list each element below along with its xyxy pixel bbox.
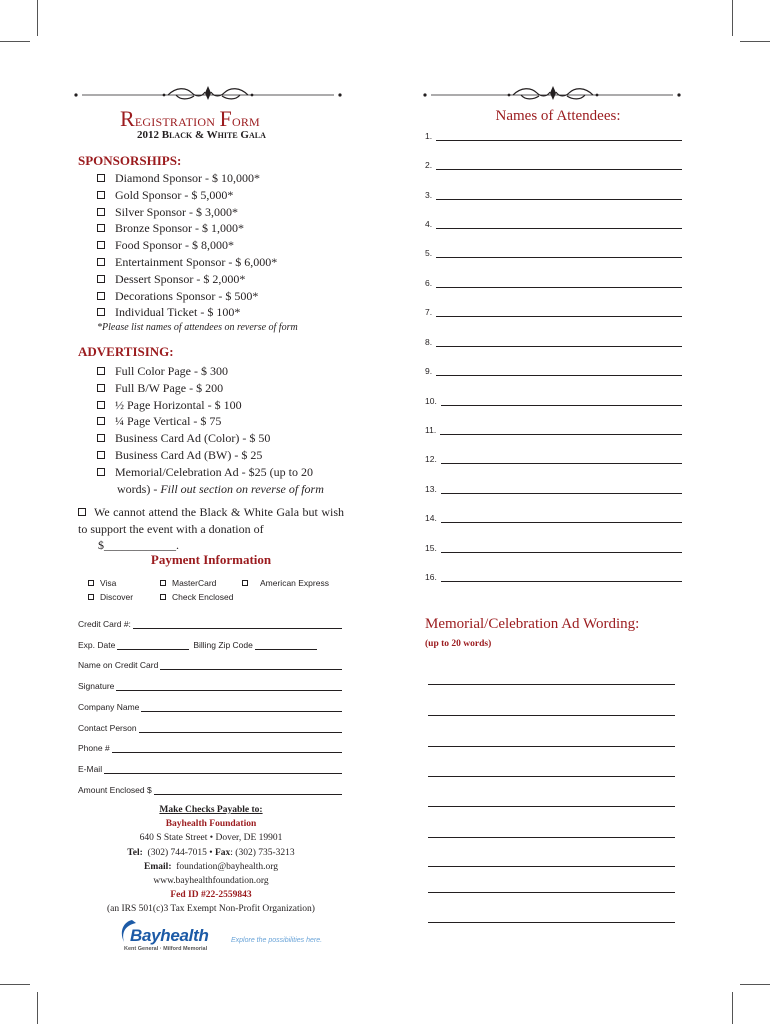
- crop-mark: [732, 0, 733, 36]
- sponsorship-option[interactable]: Diamond Sponsor - $ 10,000*: [97, 170, 277, 187]
- tax-exempt-note: (an IRS 501(c)3 Tax Exempt Non-Profit Organization): [107, 904, 315, 915]
- checkbox-icon[interactable]: [97, 258, 105, 266]
- attendee-line[interactable]: 12.: [425, 454, 682, 464]
- credit-card-input[interactable]: [133, 619, 342, 629]
- attendee-line[interactable]: 2.: [425, 160, 682, 170]
- payment-heading: Payment Information: [150, 552, 272, 567]
- checkbox-icon[interactable]: [97, 417, 105, 425]
- phone-input[interactable]: [112, 743, 342, 753]
- checkbox-icon[interactable]: [97, 191, 105, 199]
- checkbox-icon[interactable]: [160, 594, 166, 600]
- advertising-option[interactable]: Memorial/Celebration Ad - $25 (up to 20: [97, 464, 324, 481]
- memorial-wording-line[interactable]: [428, 746, 675, 747]
- sponsorship-option[interactable]: Gold Sponsor - $ 5,000*: [97, 187, 277, 204]
- advertising-option[interactable]: Full B/W Page - $ 200: [97, 380, 324, 397]
- sponsorship-option[interactable]: Silver Sponsor - $ 3,000*: [97, 204, 277, 221]
- attendee-input[interactable]: [436, 220, 682, 229]
- payment-option-discover[interactable]: Discover: [88, 592, 133, 602]
- attendee-input[interactable]: [441, 397, 682, 406]
- attendee-input[interactable]: [440, 426, 682, 435]
- attendee-line[interactable]: 3.: [425, 190, 682, 200]
- payable-heading: Make Checks Payable to:: [159, 805, 263, 815]
- attendee-input[interactable]: [441, 514, 682, 523]
- crop-mark: [740, 984, 770, 985]
- signature-field[interactable]: Signature: [78, 681, 342, 691]
- crop-mark: [732, 992, 733, 1024]
- attendee-input[interactable]: [441, 573, 682, 582]
- attendee-input[interactable]: [436, 191, 682, 200]
- sponsorship-option[interactable]: Dessert Sponsor - $ 2,000*: [97, 271, 277, 288]
- contact-person-field[interactable]: Contact Person: [78, 723, 342, 733]
- checkbox-icon[interactable]: [97, 434, 105, 442]
- payment-option-amex[interactable]: American Express: [242, 578, 329, 588]
- website-line: www.bayhealthfoundation.org: [153, 876, 269, 887]
- bayhealth-logo-subtitle: Kent General · Milford Memorial: [124, 946, 208, 952]
- checkbox-icon[interactable]: [97, 174, 105, 182]
- attendee-input[interactable]: [441, 544, 682, 553]
- sponsorship-option[interactable]: Individual Ticket - $ 100*: [97, 304, 277, 321]
- checkbox-icon[interactable]: [97, 384, 105, 392]
- name-on-card-field[interactable]: Name on Credit Card: [78, 660, 342, 670]
- attendee-input[interactable]: [436, 279, 682, 288]
- advertising-option-continued: words) - Fill out section on reverse of form: [117, 481, 324, 496]
- billing-zip-input[interactable]: [255, 640, 317, 650]
- exp-date-input[interactable]: [117, 640, 189, 650]
- checkbox-icon[interactable]: [88, 594, 94, 600]
- payment-option-mastercard[interactable]: MasterCard: [160, 578, 216, 588]
- attendee-line[interactable]: 15.: [425, 543, 682, 553]
- bayhealth-logo: Bayhealth: [130, 926, 209, 945]
- form-title: Registration Form: [120, 106, 260, 131]
- attendee-input[interactable]: [441, 485, 682, 494]
- org-name: Bayhealth Foundation: [165, 819, 257, 830]
- tel-fax-line: Tel: (302) 744-7015 • Fax: (302) 735-3213: [127, 847, 295, 858]
- attendee-input[interactable]: [436, 308, 682, 317]
- attendee-line[interactable]: 5.: [425, 248, 682, 258]
- advertising-option[interactable]: Business Card Ad (BW) - $ 25: [97, 447, 324, 464]
- sponsorships-list: [97, 170, 277, 321]
- advertising-option[interactable]: Business Card Ad (Color) - $ 50: [97, 430, 324, 447]
- crop-mark: [0, 41, 30, 42]
- checkbox-icon[interactable]: [97, 468, 105, 476]
- right-ornament-divider: [421, 84, 683, 104]
- attendee-line[interactable]: 8.: [425, 337, 682, 347]
- sponsorship-option[interactable]: Food Sponsor - $ 8,000*: [97, 237, 277, 254]
- checkbox-icon[interactable]: [97, 451, 105, 459]
- amount-enclosed-input[interactable]: [154, 785, 342, 795]
- attendee-input[interactable]: [441, 455, 682, 464]
- memorial-wording-line[interactable]: [428, 837, 675, 838]
- donation-option[interactable]: We cannot attend the Black & White Gala but wish to support the event with a donation of $____________.: [78, 505, 344, 552]
- logo-tagline: Explore the possibilities here.: [231, 937, 323, 944]
- contact-person-input[interactable]: [139, 723, 342, 733]
- signature-input[interactable]: [116, 681, 342, 691]
- attendee-line[interactable]: 6.: [425, 278, 682, 288]
- phone-field[interactable]: Phone #: [78, 743, 342, 753]
- attendee-line[interactable]: 11.: [425, 425, 682, 435]
- name-on-card-input[interactable]: [160, 660, 342, 670]
- attendee-line[interactable]: 16.: [425, 572, 682, 582]
- attendees-note: *Please list names of attendees on reverse of form: [97, 322, 298, 333]
- memorial-wording-line[interactable]: [428, 866, 675, 867]
- crop-mark: [37, 0, 38, 36]
- checkbox-icon[interactable]: [97, 401, 105, 409]
- left-ornament-divider: [72, 84, 344, 104]
- attendee-line[interactable]: 7.: [425, 307, 682, 317]
- checkbox-icon[interactable]: [78, 508, 86, 516]
- attendee-line[interactable]: 10.: [425, 396, 682, 406]
- attendee-line[interactable]: 1.: [425, 131, 682, 141]
- credit-card-field[interactable]: Credit Card #:: [78, 619, 342, 629]
- payment-instructions: [78, 803, 344, 917]
- attendee-input[interactable]: [436, 161, 682, 170]
- advertising-option[interactable]: ½ Page Horizontal - $ 100: [97, 397, 324, 414]
- checkbox-icon[interactable]: [97, 224, 105, 232]
- form-subtitle: 2012 Black & White Gala: [137, 129, 266, 141]
- checkbox-icon[interactable]: [97, 208, 105, 216]
- crop-mark: [37, 992, 38, 1024]
- memorial-wording-line[interactable]: [428, 922, 675, 923]
- memorial-wording-line[interactable]: [428, 892, 675, 893]
- memorial-wording-line[interactable]: [428, 776, 675, 777]
- attendee-line[interactable]: 9.: [425, 366, 682, 376]
- company-name-field[interactable]: Company Name: [78, 702, 342, 712]
- sponsorship-option[interactable]: Decorations Sponsor - $ 500*: [97, 288, 277, 305]
- attendee-input[interactable]: [436, 367, 682, 376]
- email-field[interactable]: E-Mail: [78, 764, 342, 774]
- checkbox-icon[interactable]: [242, 580, 248, 586]
- attendees-heading: Names of Attendees:: [495, 108, 621, 124]
- sponsorship-option[interactable]: Entertainment Sponsor - $ 6,000*: [97, 254, 277, 271]
- advertising-option[interactable]: ¼ Page Vertical - $ 75: [97, 413, 324, 430]
- advertising-heading: ADVERTISING:: [78, 344, 174, 359]
- memorial-wording-line[interactable]: [428, 684, 675, 685]
- donation-amount-line[interactable]: $____________.: [98, 538, 179, 552]
- fed-id: Fed ID #22-2559843: [170, 890, 252, 901]
- checkbox-icon[interactable]: [160, 580, 166, 586]
- memorial-subheading: (up to 20 words): [425, 639, 492, 649]
- attendee-line[interactable]: 13.: [425, 484, 682, 494]
- sponsorship-option[interactable]: Bronze Sponsor - $ 1,000*: [97, 220, 277, 237]
- advertising-option[interactable]: Full Color Page - $ 300: [97, 363, 324, 380]
- payment-option-visa[interactable]: Visa: [88, 578, 116, 588]
- amount-enclosed-field[interactable]: Amount Enclosed $: [78, 785, 342, 795]
- org-address: 640 S State Street • Dover, DE 19901: [139, 833, 283, 844]
- sponsorships-heading: SPONSORSHIPS:: [78, 153, 182, 168]
- attendee-input[interactable]: [436, 249, 682, 258]
- checkbox-icon[interactable]: [97, 275, 105, 283]
- memorial-heading: Memorial/Celebration Ad Wording:: [425, 616, 640, 632]
- advertising-list: [97, 363, 324, 497]
- attendee-input[interactable]: [436, 132, 682, 141]
- attendee-line[interactable]: 14.: [425, 513, 682, 523]
- memorial-wording-line[interactable]: [428, 806, 675, 807]
- email-input[interactable]: [104, 764, 342, 774]
- email-line: Email: foundation@bayhealth.org: [144, 861, 278, 872]
- payment-option-check[interactable]: Check Enclosed: [160, 592, 233, 602]
- checkbox-icon[interactable]: [97, 367, 105, 375]
- company-name-input[interactable]: [141, 702, 342, 712]
- attendee-input[interactable]: [436, 338, 682, 347]
- attendee-line[interactable]: 4.: [425, 219, 682, 229]
- crop-mark: [740, 41, 770, 42]
- checkbox-icon[interactable]: [97, 241, 105, 249]
- checkbox-icon[interactable]: [97, 308, 105, 316]
- crop-mark: [0, 984, 30, 985]
- checkbox-icon[interactable]: [88, 580, 94, 586]
- exp-zip-row: Exp. Date Billing Zip Code: [78, 640, 342, 650]
- memorial-wording-line[interactable]: [428, 715, 675, 716]
- checkbox-icon[interactable]: [97, 292, 105, 300]
